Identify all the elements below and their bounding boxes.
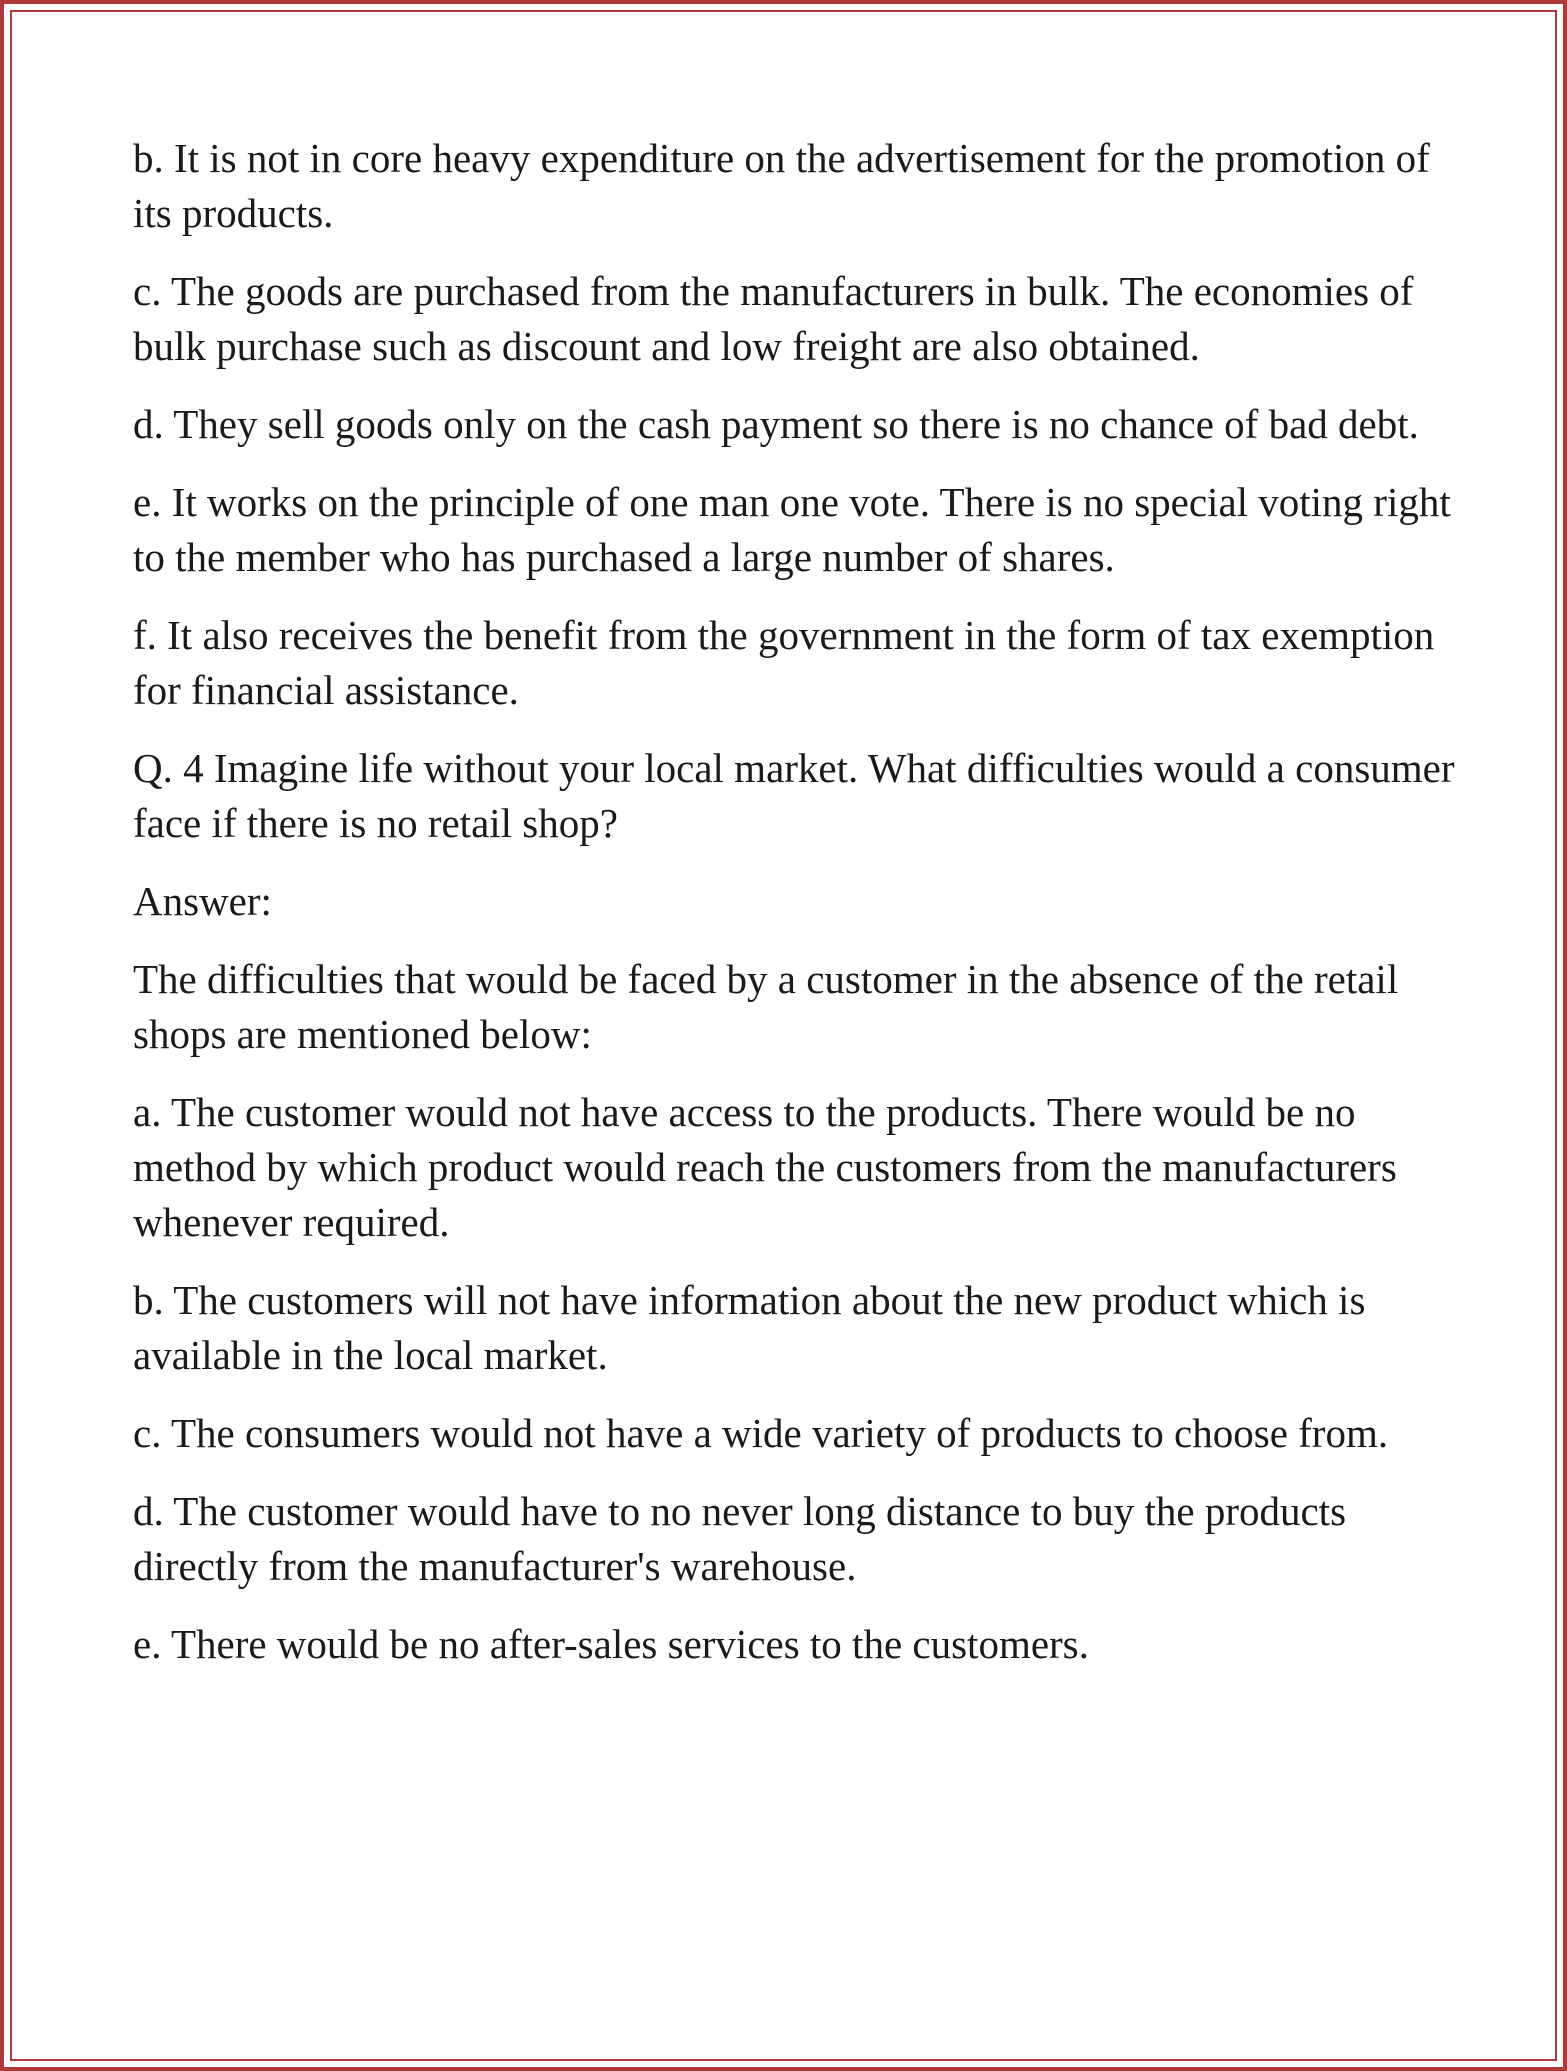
paragraph-advantage-c: c. The goods are purchased from the manufacturers in bulk. The economies of bulk purchase such as discount and low freight are also obtained. bbox=[133, 268, 1414, 369]
difficulty-c: c. The consumers would not have a wide variety of products to choose from. bbox=[133, 1410, 1389, 1456]
paragraph-advantage-d: d. They sell goods only on the cash payment so there is no chance of bad debt. bbox=[133, 401, 1419, 447]
paragraph-advantage-e: e. It works on the principle of one man one vote. There is no special voting right to the member who has purchased a large number of shares. bbox=[133, 479, 1451, 580]
document-body bbox=[133, 131, 1463, 1695]
paragraph-advantage-f: f. It also receives the benefit from the government in the form of tax exemption for financial assistance. bbox=[133, 612, 1435, 713]
answer-intro: The difficulties that would be faced by a customer in the absence of the retail shops are mentioned below: bbox=[133, 956, 1399, 1057]
answer-label: Answer: bbox=[133, 878, 272, 924]
paragraph-advantage-b: b. It is not in core heavy expenditure on the advertisement for the promotion of its products. bbox=[133, 135, 1430, 236]
question-4: Q. 4 Imagine life without your local market. What difficulties would a consumer face if there is no retail shop? bbox=[133, 745, 1455, 846]
difficulty-a: a. The customer would not have access to the products. There would be no method by which product would reach the customers from the manufacturers whenever required. bbox=[133, 1089, 1397, 1245]
difficulty-b: b. The customers will not have information about the new product which is available in the local market. bbox=[133, 1277, 1366, 1378]
difficulty-d: d. The customer would have to no never long distance to buy the products directly from the manufacturer's warehouse. bbox=[133, 1488, 1347, 1589]
difficulty-e: e. There would be no after-sales services to the customers. bbox=[133, 1621, 1089, 1667]
